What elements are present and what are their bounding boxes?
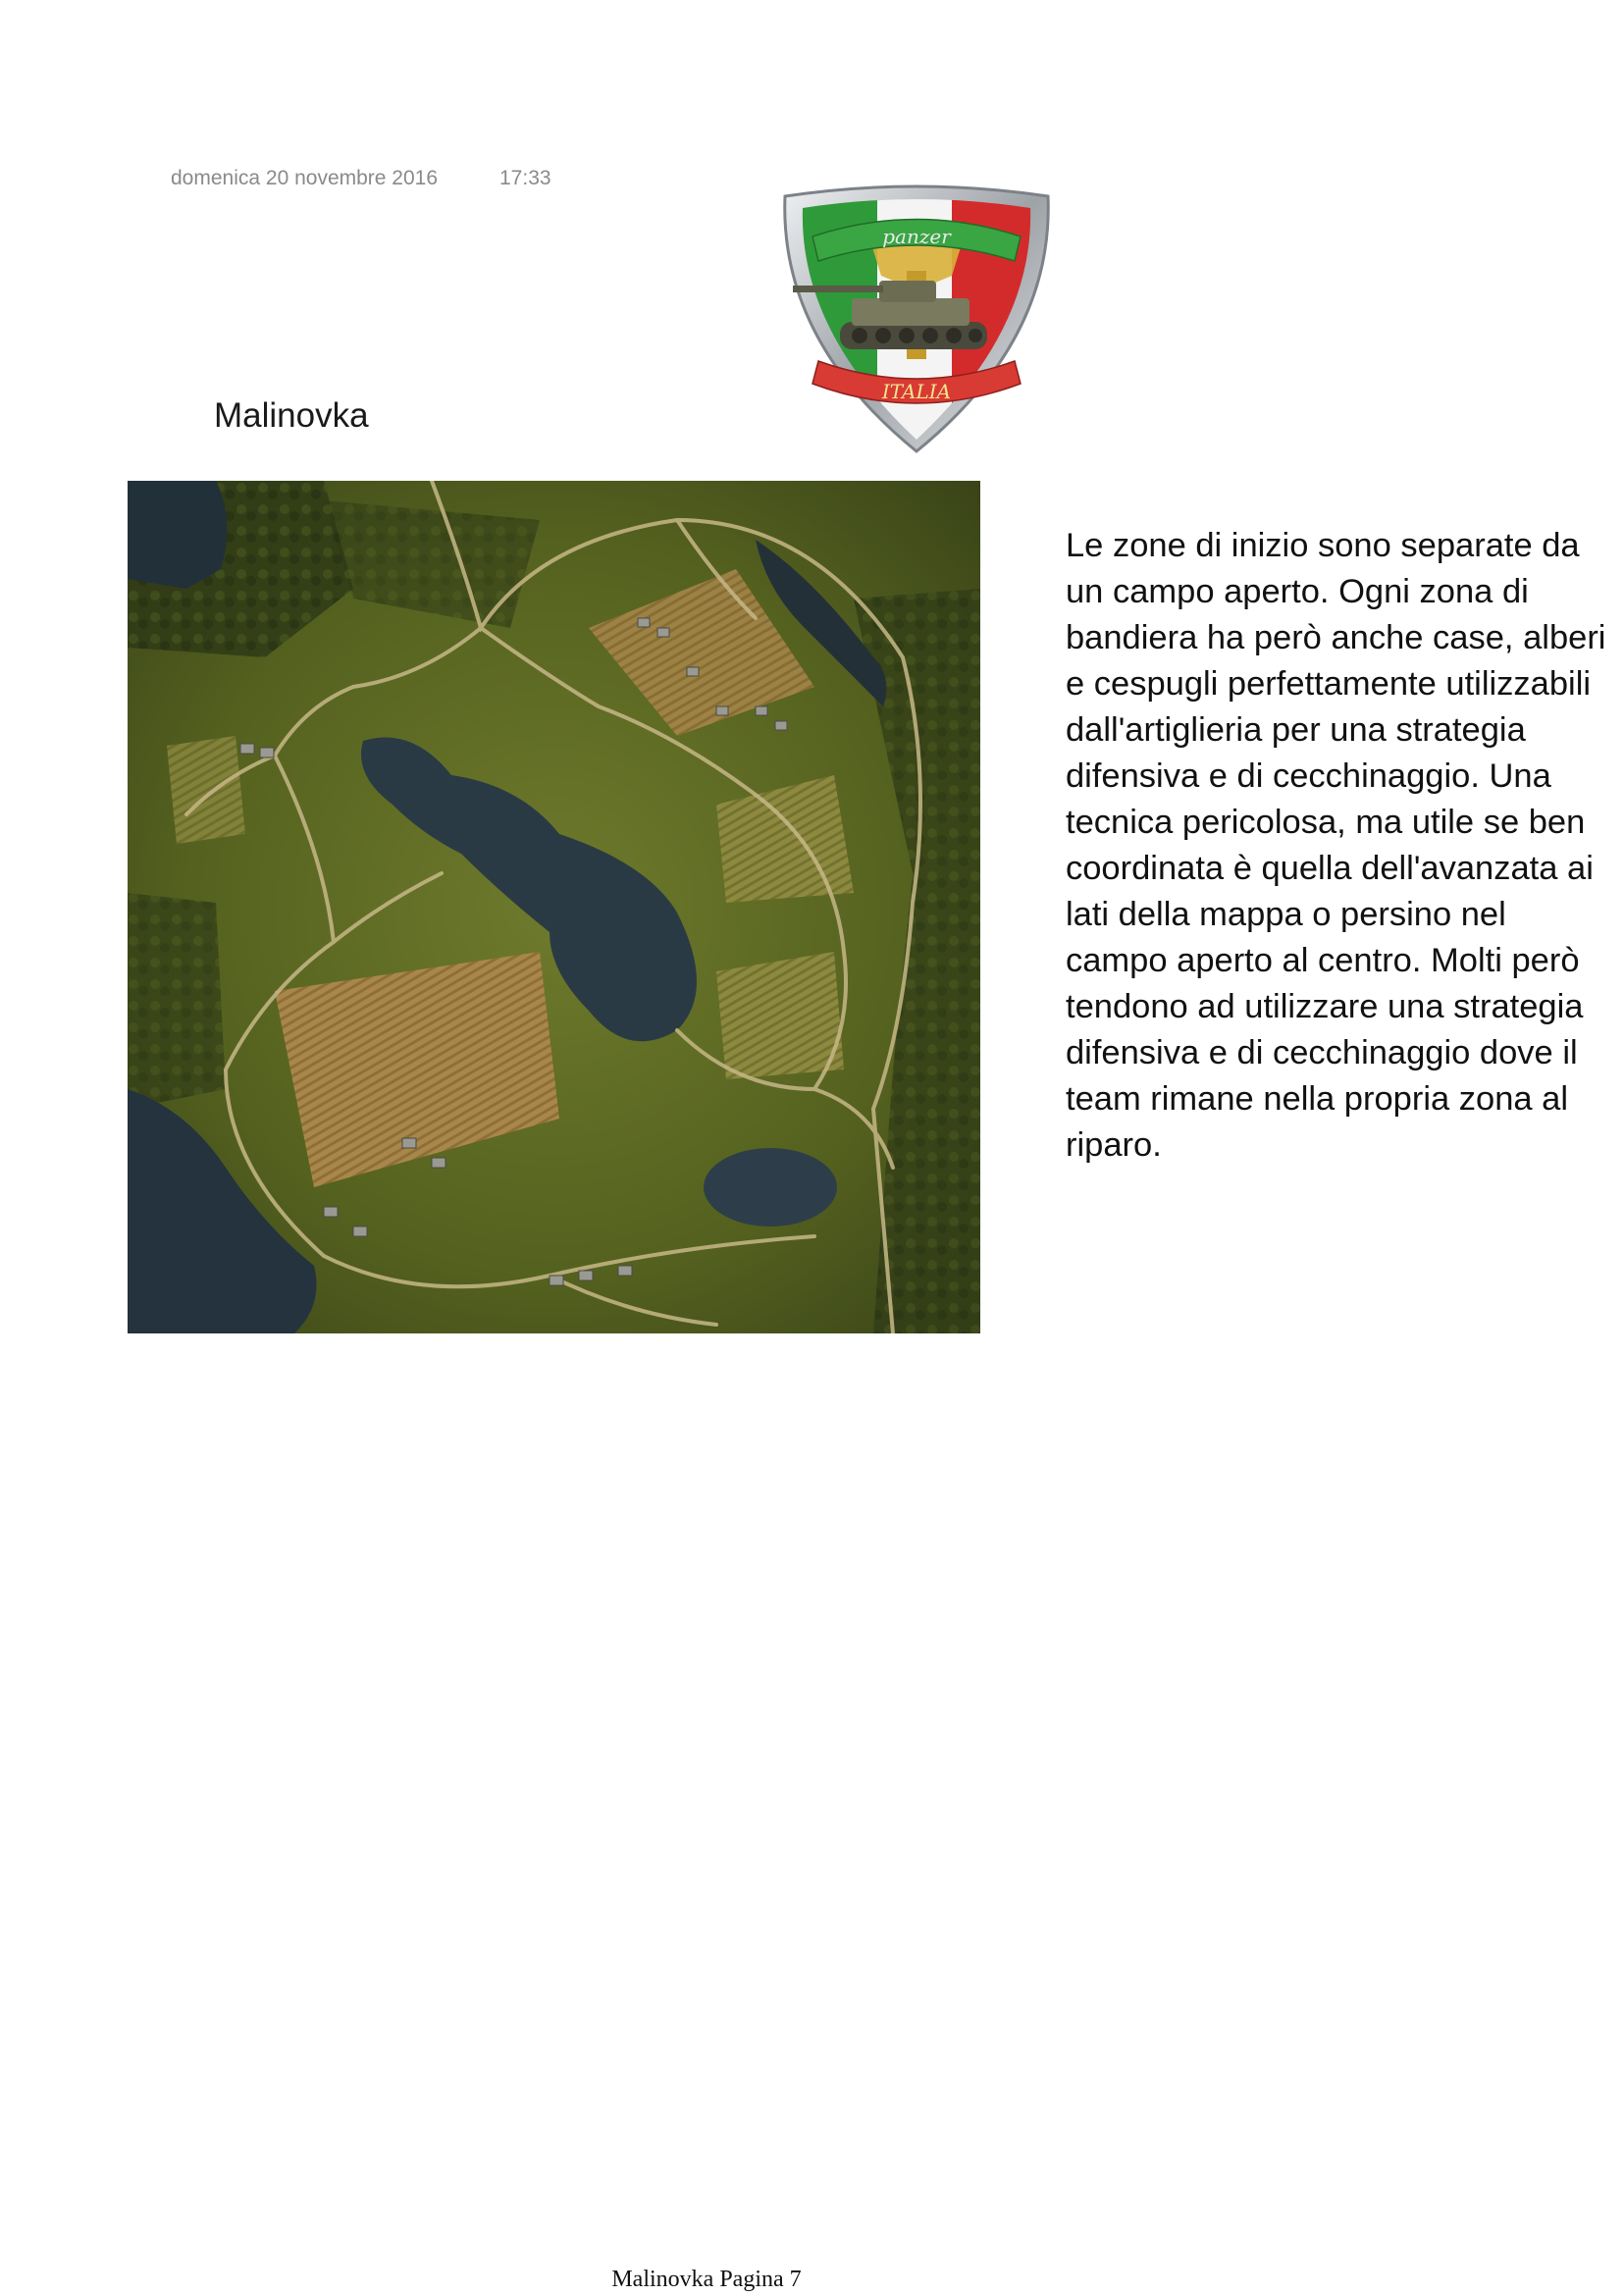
shield-icon <box>773 183 1060 453</box>
panzer-italia-logo <box>773 183 1060 453</box>
page-time: 17:33 <box>499 167 551 189</box>
logo-text-bottom: ITALIA <box>881 380 952 403</box>
page-footer: Malinovka Pagina 7 <box>611 2267 802 2292</box>
malinovka-map-image <box>128 481 980 1333</box>
page-date: domenica 20 novembre 2016 <box>171 167 439 189</box>
page-title: Malinovka <box>214 396 369 435</box>
body-paragraph: Le zone di inizio sono separate da un campo aperto. Ogni zona di bandiera ha però anche case, alberi e cespugli perfettamente utilizzabili dall'artiglieria per una strategia difensiva e di cecchinaggio. Una tecnica pericolosa, ma utile se ben coordinata è quella dell'avanzata ai lati della mappa o persino nel campo aperto al centro. Molti però tendono ad utilizzare una strategia difensiva e di cecchinaggio dove il team rimane nella propria zona al riparo. <box>1066 527 1606 1164</box>
logo-text-top: panzer <box>882 225 951 248</box>
